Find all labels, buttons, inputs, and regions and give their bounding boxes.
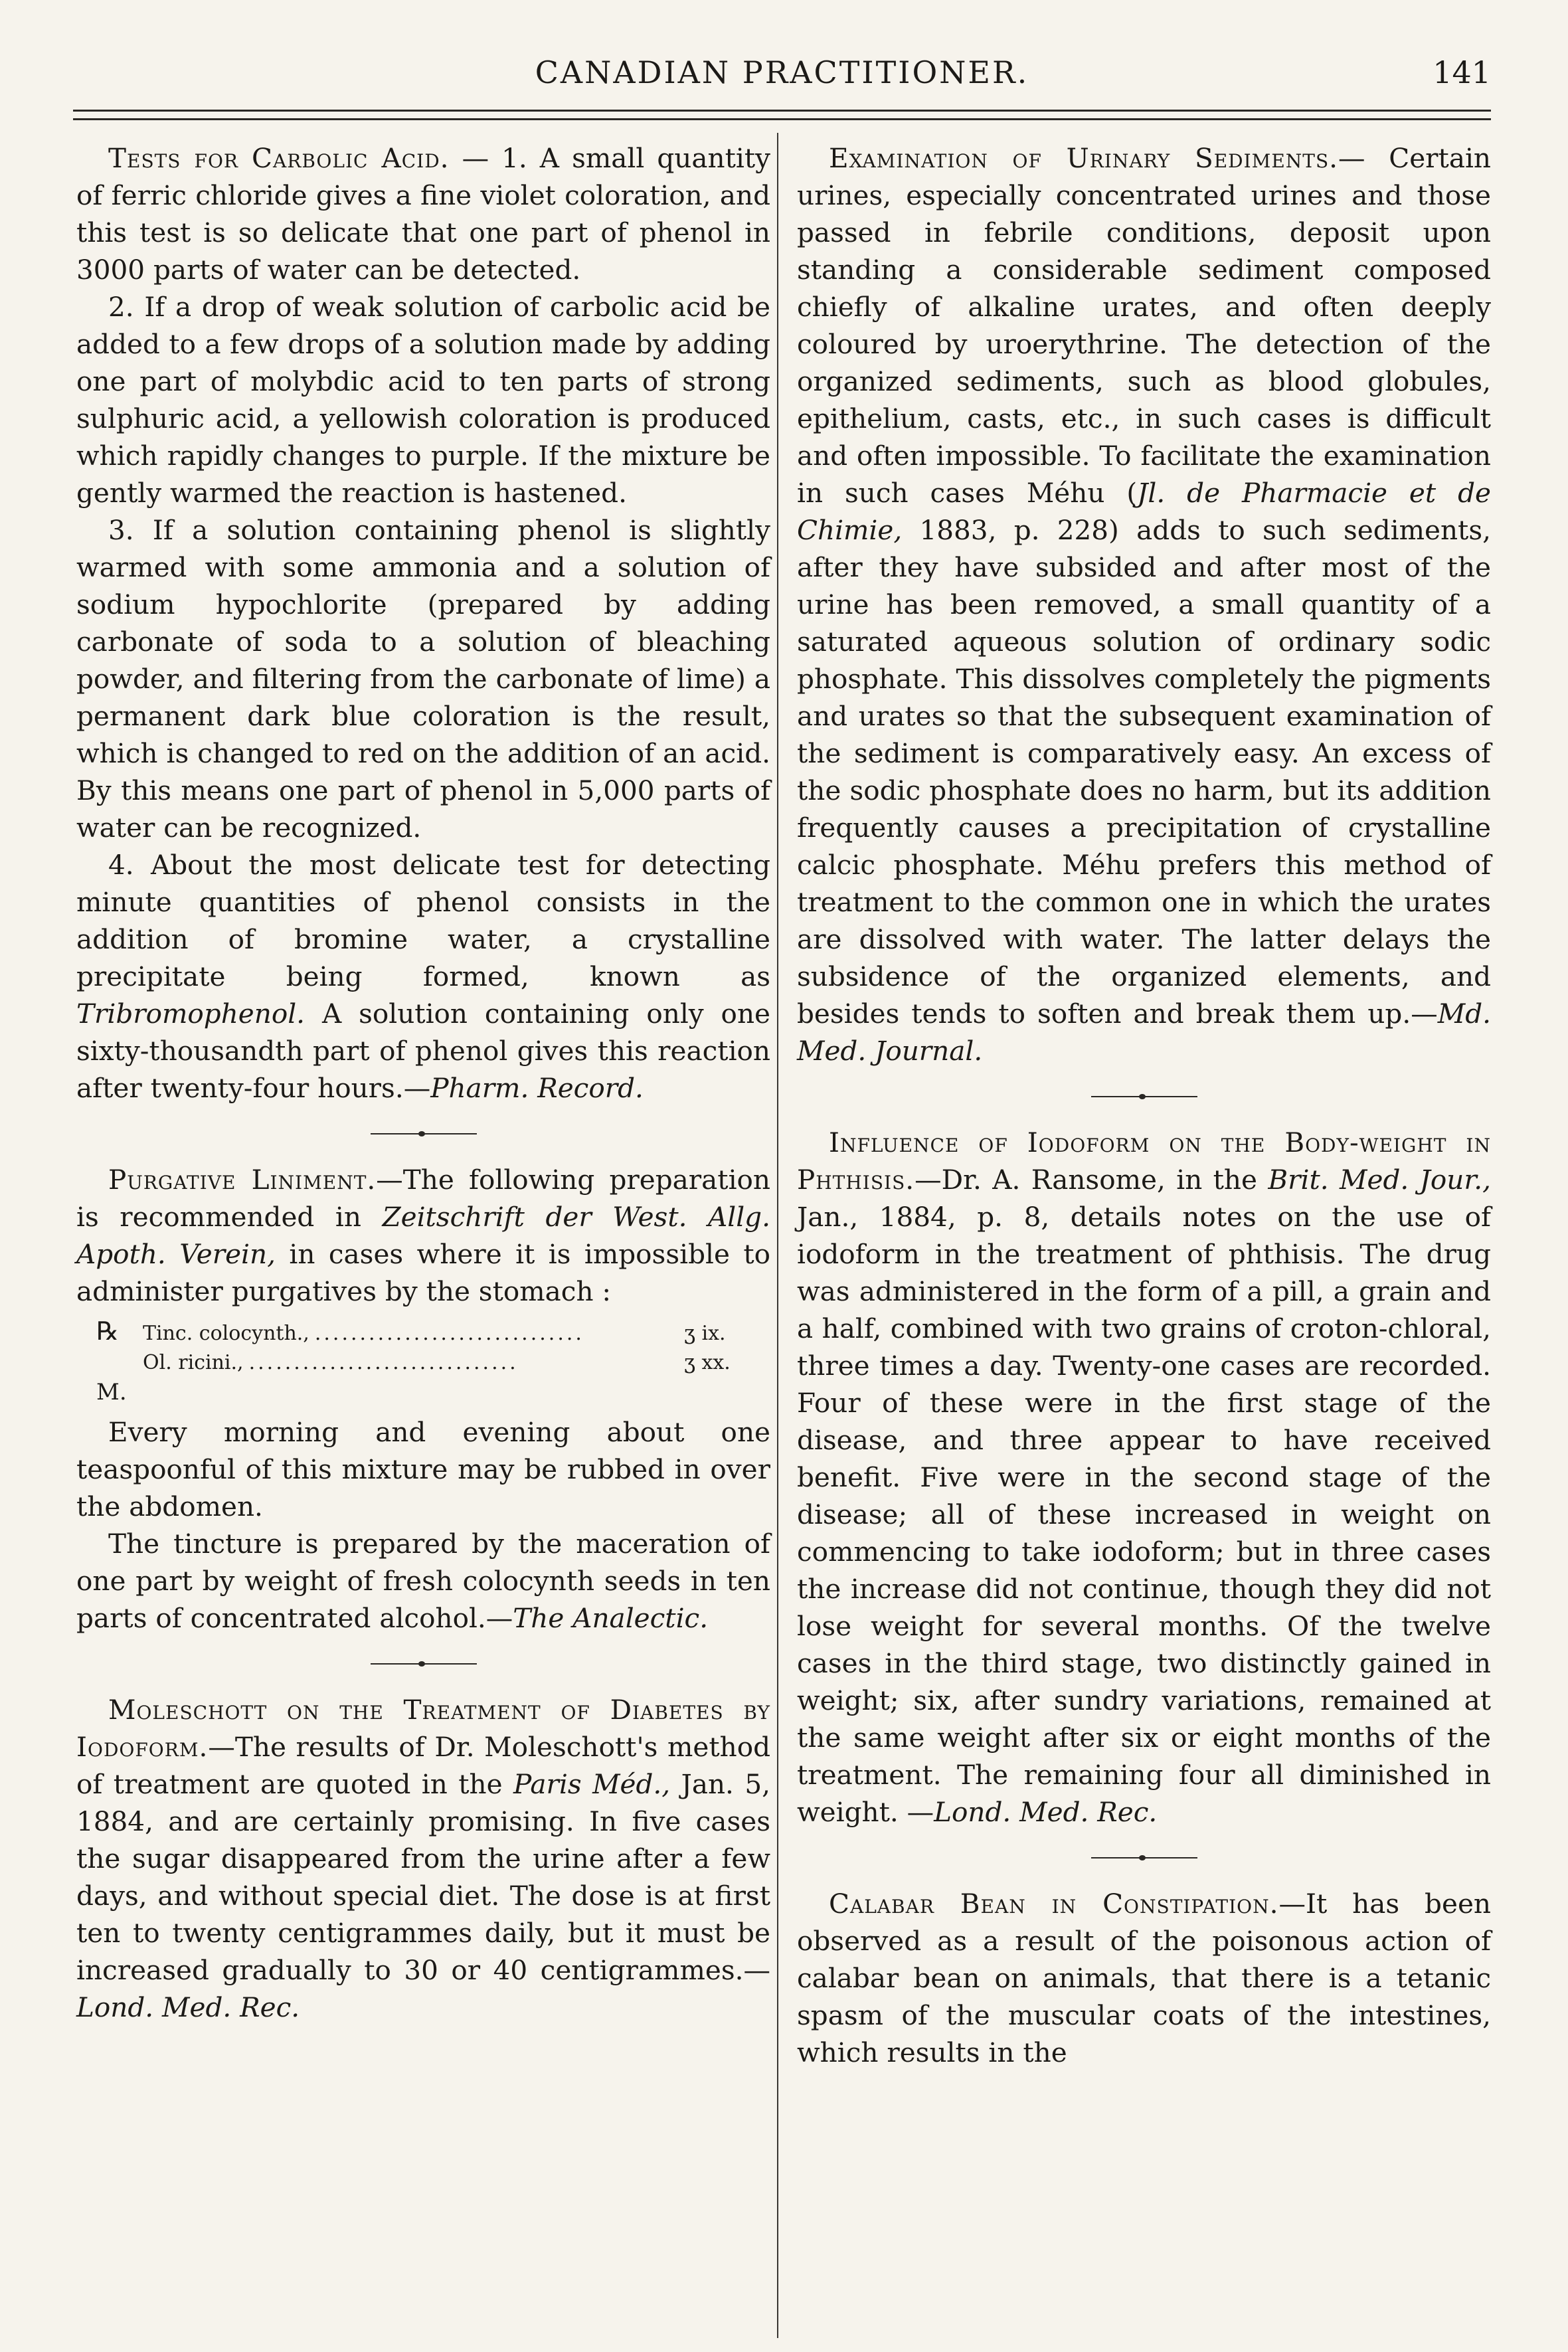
article-calabar-p1 <box>797 1885 1491 2071</box>
ingredient-quantity: ʒ ix. <box>684 1322 726 1345</box>
article-urinary-p1 <box>797 139 1491 1069</box>
article-text: 4. About the most delicate test for detecting minute quantities of phenol consists in the addition of bromine water, a crystalline precipitate being formed, known as <box>76 849 770 992</box>
ingredient-name: Ol. ricini., <box>143 1351 244 1374</box>
article-text: —It has been observed as a result of the poisonous action of calabar bean on animals, that there is a tetanic spasm of the muscular coats of the intestines, which results in the <box>797 1888 1491 2068</box>
section-separator <box>1091 1096 1197 1097</box>
italic-term: Tribromophenol. <box>76 998 305 1030</box>
recipe-symbol: ℞ <box>96 1316 120 1346</box>
article-text: Jan. 5, 1884, and are certainly promising. In five cases the sugar disappeared from the urine after a few days, and without special diet. The dose is at first ten to twenty centigrammes daily, but it must be increased gradually to 30 or 40 centigrammes.— <box>76 1768 770 1986</box>
article-purgative-p1 <box>76 1161 770 1310</box>
italic-title: Zeitschrift der West. Allg. Apoth. Verein, <box>76 1201 770 1270</box>
leader-dots: .............................. <box>314 1322 584 1345</box>
column-divider <box>777 133 778 2338</box>
article-text: 1883, p. 228) adds to such sediments, after they have subsided and after most of the urine has been removed, a small quantity of a saturated aqueous solution of ordinary sodic phosphate. This dissolves completely the pigments and urates so that the subsequent examination of the sediment is comparatively easy. An excess of the sodic phosphate does no harm, but its addition frequently causes a precipitation of crystalline calcic phosphate. Méhu prefers this method of treatment to the common one in which the urates are dissolved with water. The latter delays the subsidence of the organized elements, and besides tends to soften and break them up.— <box>797 514 1491 1030</box>
article-moleschott-p1 <box>76 1691 770 2026</box>
italic-title: Brit. Med. Jour., <box>1268 1164 1491 1196</box>
article-text: —The results of Dr. Moleschott's method of treatment are quoted in the <box>76 1731 770 1800</box>
page-header <box>73 54 1491 108</box>
header-rule-bottom <box>73 118 1491 120</box>
section-separator <box>1091 1857 1197 1858</box>
article-text: Jan., 1884, p. 8, details notes on the use of iodoform in the treatment of phthisis. The drug was administered in the form of a pill, a grain and a half, combined with two grains of croton-chloral, three times a day. Twenty-one cases are recorded. Four of these were in the first stage of the disease, and three appear to have received benefit. Five were in the second stage of the disease; all of these increased in weight on commencing to take iodoform; but in three cases the increase did not continue, though they did not lose weight for several months. Of the twelve cases in the third stage, two distinctly gained in weight; six, after sundry variations, remained at the same weight after six or eight months of the treatment. The remaining four all diminished in weight. — <box>797 1201 1491 1828</box>
misce-mark: M. <box>96 1379 127 1405</box>
article-purgative-p3 <box>76 1525 770 1637</box>
source-citation: Pharm. Record. <box>430 1072 644 1104</box>
header-rule-top <box>73 110 1491 112</box>
article-text: —Dr. A. Ransome, in the <box>915 1164 1268 1196</box>
ingredient-quantity: ʒ xx. <box>684 1351 731 1374</box>
article-heading: Moleschott on the Treatment of Diabetes by Iodoform. <box>76 1694 770 1763</box>
section-separator <box>371 1133 477 1134</box>
italic-title: Jl. de Pharmacie et de Chimie, <box>797 477 1491 546</box>
article-carbolic-p1 <box>76 139 770 288</box>
article-heading: Examination of Urinary Sediments. <box>829 142 1339 174</box>
article-text: The tincture is prepared by the maceration of one part by weight of fresh colocynth seeds in ten parts of concentrated alcohol.— <box>76 1528 770 1634</box>
left-column <box>76 139 770 2026</box>
article-text: in cases where it is impossible to administer purgatives by the stomach : <box>76 1238 770 1307</box>
article-text: — 1. A small quantity of ferric chloride gives a fine violet coloration, and this test is so delicate that one part of phenol in 3000 parts of water can be detected. <box>76 142 770 286</box>
article-text: A solution containing only one sixty-thousandth part of phenol gives this reaction after twenty-four hours.— <box>76 998 770 1104</box>
prescription-row <box>76 1316 770 1348</box>
article-text: —The following preparation is recommended in <box>76 1164 770 1233</box>
right-column <box>797 139 1491 2071</box>
section-separator <box>371 1663 477 1665</box>
article-carbolic-p4 <box>76 846 770 1107</box>
article-carbolic-p3: 3. If a solution containing phenol is slightly warmed with some ammonia and a solution of sodium hypochlorite (prepared by adding carbonate of soda to a solution of bleaching powder, and filtering from the carbonate of lime) a permanent dark blue coloration is the result, which is changed to red on the addition of an acid. By this means one part of phenol in 5,000 parts of water can be recognized. <box>76 514 770 844</box>
prescription-row <box>76 1348 770 1378</box>
source-citation: Lond. Med. Rec. <box>934 1796 1158 1828</box>
leader-dots: .............................. <box>248 1351 519 1374</box>
article-iodoform-p1 <box>797 1124 1491 1831</box>
journal-title: CANADIAN PRACTITIONER. <box>535 54 1029 90</box>
prescription <box>76 1316 770 1407</box>
italic-title: Paris Méd., <box>513 1768 671 1800</box>
ingredient-name: Tinc. colocynth., <box>143 1322 309 1345</box>
article-text: — Certain urines, especially concentrated urines and those passed in febrile conditions, deposit upon standing a considerable sediment composed chiefly of alkaline urates, and often deeply coloured by uroerythrine. The detection of the organized sediments, such as blood globules, epithelium, casts, etc., in such cases is difficult and often impossible. To facilitate the examination in such cases Méhu ( <box>797 142 1491 509</box>
article-heading: Calabar Bean in Constipation. <box>829 1888 1279 1920</box>
article-heading: Purgative Liniment. <box>108 1164 377 1196</box>
article-purgative-p2: Every morning and evening about one teaspoonful of this mixture may be rubbed in over the abdomen. <box>76 1416 770 1522</box>
source-citation: Lond. Med. Rec. <box>76 1991 300 2023</box>
article-heading: Tests for Carbolic Acid. <box>108 142 450 174</box>
source-citation: The Analectic. <box>513 1602 709 1634</box>
source-citation: Md. Med. Journal. <box>797 998 1491 1067</box>
article-carbolic-p2: 2. If a drop of weak solution of carbolic acid be added to a few drops of a solution made by adding one part of molybdic acid to ten parts of strong sulphuric acid, a yellowish coloration is produced which rapidly changes to purple. If the mixture be gently warmed the reaction is hastened. <box>76 291 770 509</box>
page-number: 141 <box>1433 54 1491 90</box>
article-heading: Influence of Iodoform on the Body-weight in Phthisis. <box>797 1127 1491 1196</box>
